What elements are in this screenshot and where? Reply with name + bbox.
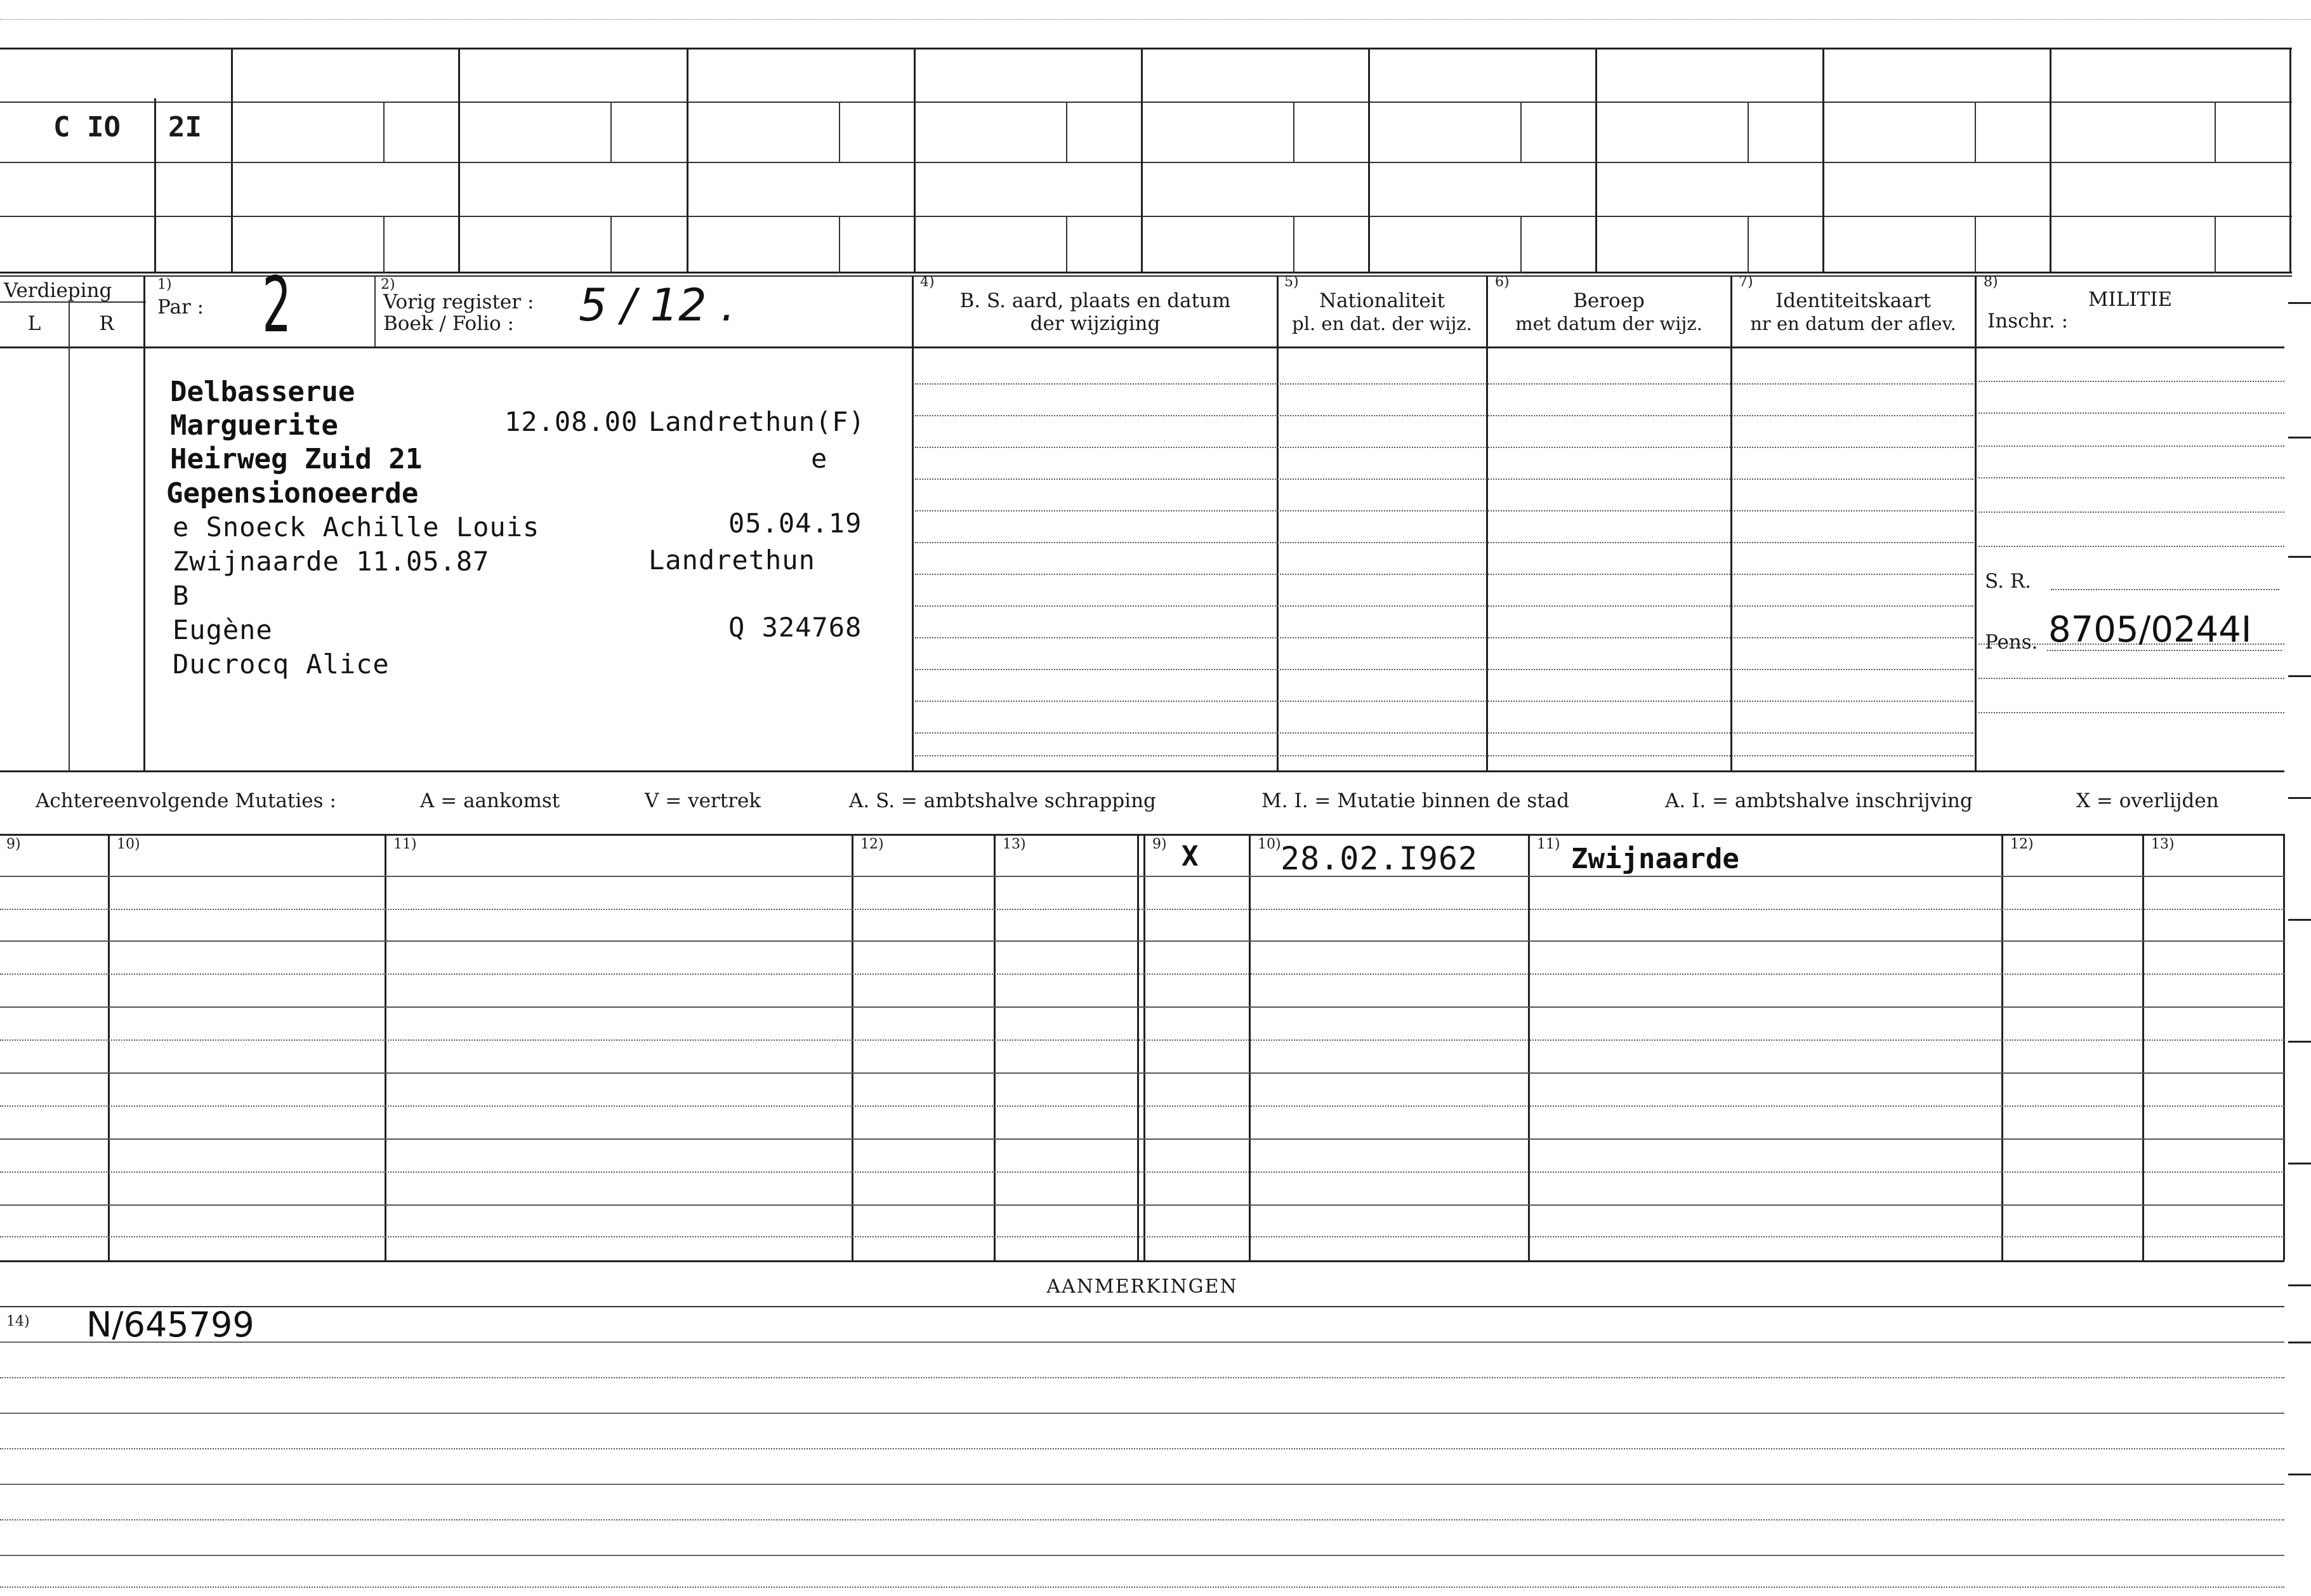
- address: Heirweg Zuid 21: [170, 443, 423, 475]
- col8-num: 8): [1984, 274, 1998, 290]
- spouse-date: 05.04.19: [728, 508, 862, 539]
- mutation-place: Zwijnaarde: [1571, 843, 1739, 875]
- par-num: 1): [157, 277, 172, 293]
- remarks-value: N/645799: [86, 1305, 254, 1345]
- verdieping-r: R: [99, 312, 114, 335]
- col6-line2: met datum der wijz.: [1515, 313, 1702, 334]
- right-col-10: 10): [1258, 836, 1281, 852]
- col5-num: 5): [1284, 274, 1299, 290]
- vorig-value: 5 / 12 .: [579, 279, 735, 331]
- verdieping-l: L: [27, 312, 41, 335]
- register-code-left: C IO: [53, 111, 121, 143]
- marriage-place: Landrethun: [649, 544, 815, 576]
- profession: Gepensionoeerde: [166, 477, 419, 510]
- legend-x: X = overlijden: [2076, 789, 2219, 812]
- left-col-9: 9): [6, 836, 21, 852]
- verdieping-label: Verdieping: [4, 279, 112, 302]
- boek-label: Boek / Folio :: [383, 312, 514, 335]
- remarks-title: AANMERKINGEN: [1046, 1276, 1238, 1298]
- right-col-13: 13): [2151, 836, 2175, 852]
- pens-value: 8705/0244I: [2048, 609, 2252, 650]
- col4-line1: B. S. aard, plaats en datum: [959, 289, 1231, 312]
- par-label: Par :: [157, 296, 204, 319]
- register-code-right: 2I: [168, 111, 202, 143]
- col6-line1: Beroep: [1573, 289, 1645, 312]
- pens-label: Pens.: [1985, 631, 2038, 654]
- col4-num: 4): [920, 274, 935, 290]
- birth-date: 12.08.00: [504, 406, 638, 437]
- right-col-9: 9): [1152, 836, 1167, 852]
- spouse: e Snoeck Achille Louis: [173, 511, 540, 543]
- mutation-date: 28.02.I962: [1281, 840, 1478, 877]
- first-name: Marguerite: [170, 409, 338, 442]
- vorig-label: Vorig register :: [383, 291, 534, 313]
- col7-num: 7): [1739, 274, 1753, 290]
- vorig-num: 2): [381, 277, 395, 293]
- remarks-num: 14): [6, 1314, 30, 1329]
- left-col-10: 10): [117, 836, 140, 852]
- mark-e: e: [811, 443, 828, 474]
- left-col-13: 13): [1003, 836, 1026, 852]
- militie-inschr-label: Inschr. :: [1987, 310, 2069, 333]
- col7-line1: Identiteitskaart: [1775, 289, 1931, 312]
- col6-num: 6): [1495, 274, 1510, 290]
- par-value: 2: [262, 261, 292, 350]
- legend-as: A. S. = ambtshalve schrapping: [849, 789, 1156, 812]
- right-col-12: 12): [2010, 836, 2034, 852]
- col5-line2: pl. en dat. der wijz.: [1292, 313, 1472, 334]
- legend-title: Achtereenvolgende Mutaties :: [36, 789, 336, 812]
- sr-label: S. R.: [1985, 570, 2032, 593]
- nationality: B: [173, 580, 190, 611]
- mutation-type: X: [1182, 840, 1199, 873]
- right-col-11: 11): [1537, 836, 1560, 852]
- father: Eugène: [173, 614, 273, 645]
- legend-ai: A. I. = ambtshalve inschrijving: [1665, 789, 1973, 812]
- legend-mi: M. I. = Mutatie binnen de stad: [1261, 789, 1570, 812]
- col5-line1: Nationaliteit: [1319, 289, 1445, 312]
- birth-place: Landrethun(F): [649, 406, 866, 437]
- militie-title: MILITIE: [2088, 288, 2173, 311]
- left-col-12: 12): [860, 836, 884, 852]
- legend-a: A = aankomst: [420, 789, 560, 812]
- id-number: Q 324768: [728, 612, 862, 643]
- col7-line2: nr en datum der aflev.: [1750, 313, 1956, 334]
- left-col-11: 11): [393, 836, 417, 852]
- col4-line2: der wijziging: [1030, 312, 1161, 335]
- marriage: Zwijnaarde 11.05.87: [173, 546, 490, 577]
- mother: Ducrocq Alice: [173, 649, 390, 680]
- surname: Delbasserue: [170, 376, 355, 408]
- legend-v: V = vertrek: [645, 789, 761, 812]
